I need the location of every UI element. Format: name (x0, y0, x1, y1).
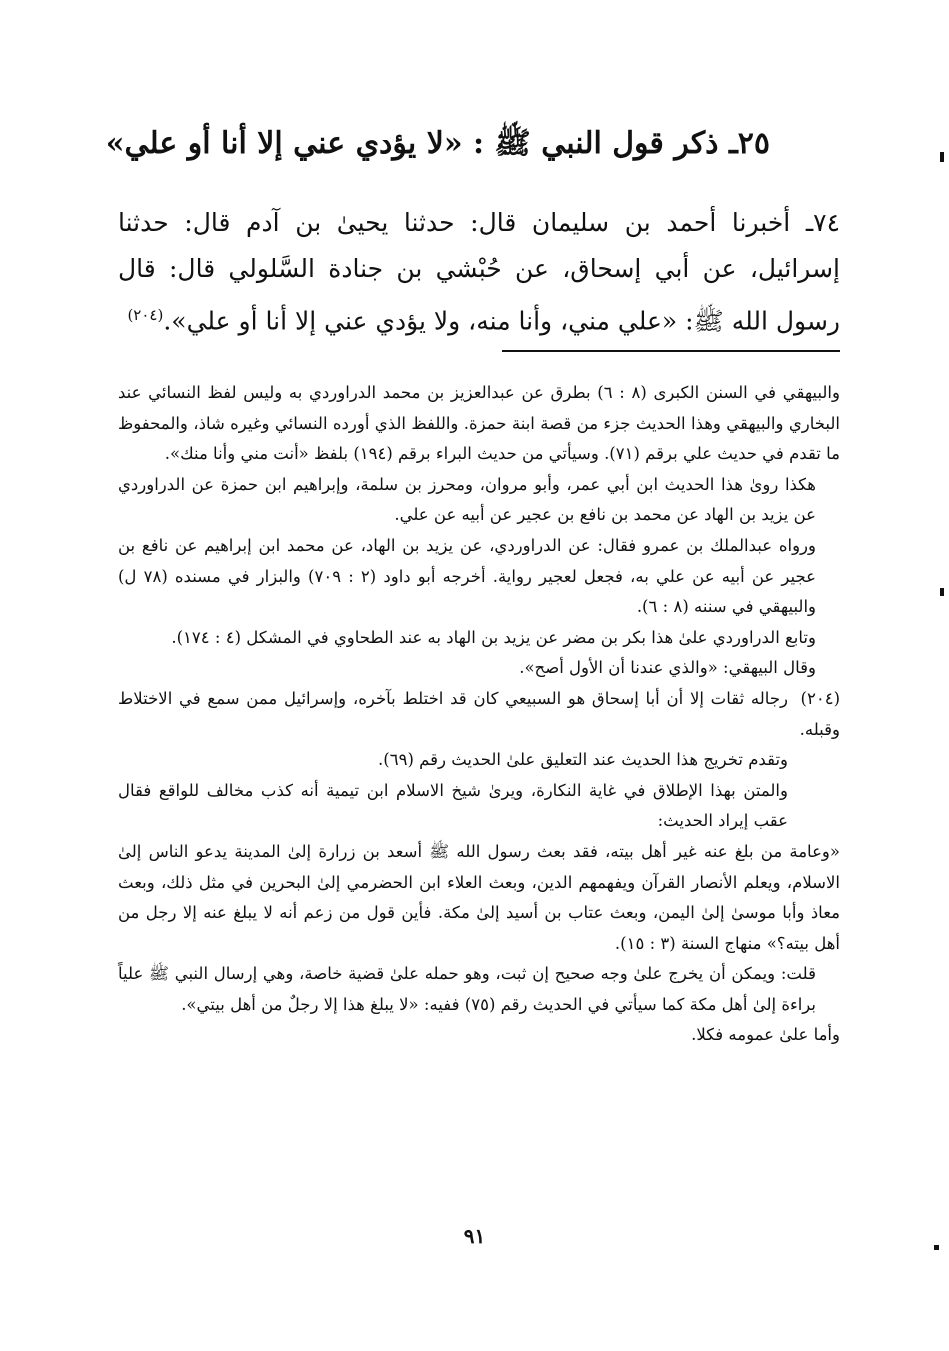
note-paragraph: والمتن بهذا الإطلاق في غاية النكارة، ويرىٰ شيخ الاسلام ابن تيمية أنه كذب مخالف للواقع فقال عقب إيراد الحديث: (118, 780, 788, 831)
note-paragraph: وتقدم تخريج هذا الحديث عند التعليق علىٰ الحديث رقم (٦٩). (378, 750, 788, 770)
note-paragraph: قلت: ويمكن أن يخرج علىٰ وجه صحيح إن ثبت، وهو حمله علىٰ قضية خاصة، وهي إرسال النبي ﷺ علياً براءة إلىٰ أهل مكة كما سيأتي في الحديث رقم (٧٥) ففيه: «لا يبلغ هذا إلا رجلٌ من أهل بيتي». (118, 964, 816, 1014)
note-paragraph: وتابع الدراوردي علىٰ هذا بكر بن مضر عن يزيد بن الهاد به عند الطحاوي في المشكل (٤ : ١٧٤). (171, 627, 816, 647)
scan-speck (940, 152, 944, 162)
footnote-separator (502, 350, 840, 352)
hadith-text (118, 200, 840, 344)
note-paragraph: وقال البيهقي: «والذي عندنا أن الأول أصح». (519, 658, 816, 678)
note-paragraph: هكذا روىٰ هذا الحديث ابن أبي عمر، وأبو مروان، ومحرز بن سلمة، وإبراهيم ابن حمزة عن الدراوردي عن يزيد بن الهاد عن محمد بن نافع بن عجير عن أبيه عن علي. (118, 474, 816, 525)
scan-speck (934, 1245, 939, 1250)
scan-speck (940, 588, 944, 596)
footnote-entry (118, 684, 840, 745)
footnotes-block (118, 378, 840, 1051)
page-number: ٩١ (463, 1224, 486, 1248)
footnote-text: رجاله ثقات إلا أن أبا إسحاق هو السبيعي كان قد اختلط بآخره، وإسرائيل ممن سمع في الاختلاط وقبله. (118, 688, 840, 739)
note-paragraph: وأما علىٰ عمومه فكلا. (691, 1025, 840, 1045)
note-paragraph: والبيهقي في السنن الكبرى (٨ : ٦) بطرق عن عبدالعزيز بن محمد الدراوردي به وليس لفظ النسائي عند البخاري والبيهقي وهذا الحديث جزء من قصة ابنة حمزة. واللفظ الذي أورده النسائي وغيره شاذ، والمحفوظ ما تقدم في حديث علي برقم (٧١). وسيأتي من حديث البراء برقم (١٩٤) بلفظ «أنت مني وأنا منك». (118, 383, 840, 464)
footnote-number: (٢٠٤) (800, 688, 840, 708)
footnote-reference: (٢٠٤) (127, 306, 164, 324)
hadith-body: ٧٤ـ أخبرنا أحمد بن سليمان قال: حدثنا يحيىٰ بن آدم قال: حدثنا إسرائيل، عن أبي إسحاق، عن حُبْشي بن جنادة السَّلولي قال: قال رسول الله ﷺ: «علي مني، وأنا منه، ولا يؤدي عني إلا أنا أو علي». (118, 208, 840, 336)
chapter-heading: ٢٥ـ ذكر قول النبي ﷺ : «لا يؤدي عني إلا أنا أو علي» (105, 126, 770, 161)
hadith-text-block (118, 200, 840, 344)
note-paragraph: ورواه عبدالملك بن عمرو فقال: عن الدراوردي، عن يزيد بن الهاد، عن محمد ابن إبراهيم عن نافع بن عجير عن أبيه عن علي به، فجعل لعجير رواية. أخرجه أبو داود (٢ : ٧٠٩) والبزار في مسنده (٧٨ ل) والبيهقي في سننه (٨ : ٦). (118, 535, 816, 617)
quote-paragraph: «وعامة من بلغ عنه غير أهل بيته، فقد بعث رسول الله ﷺ أسعد بن زرارة إلىٰ المدينة يدعو الناس إلىٰ الاسلام، ويعلم الأنصار القرآن ويفهمهم الدين، وبعث العلاء ابن الحضرمي إلىٰ البحرين في مثل ذلك، وبعث معاذ وأبا موسىٰ إلىٰ اليمن، وبعث عتاب بن أسيد إلىٰ مكة. فأين قول من زعم أنه لا يبلغ عنه إلا رجل من أهل بيته؟» منهاج السنة (٣ : ١٥). (118, 841, 840, 953)
